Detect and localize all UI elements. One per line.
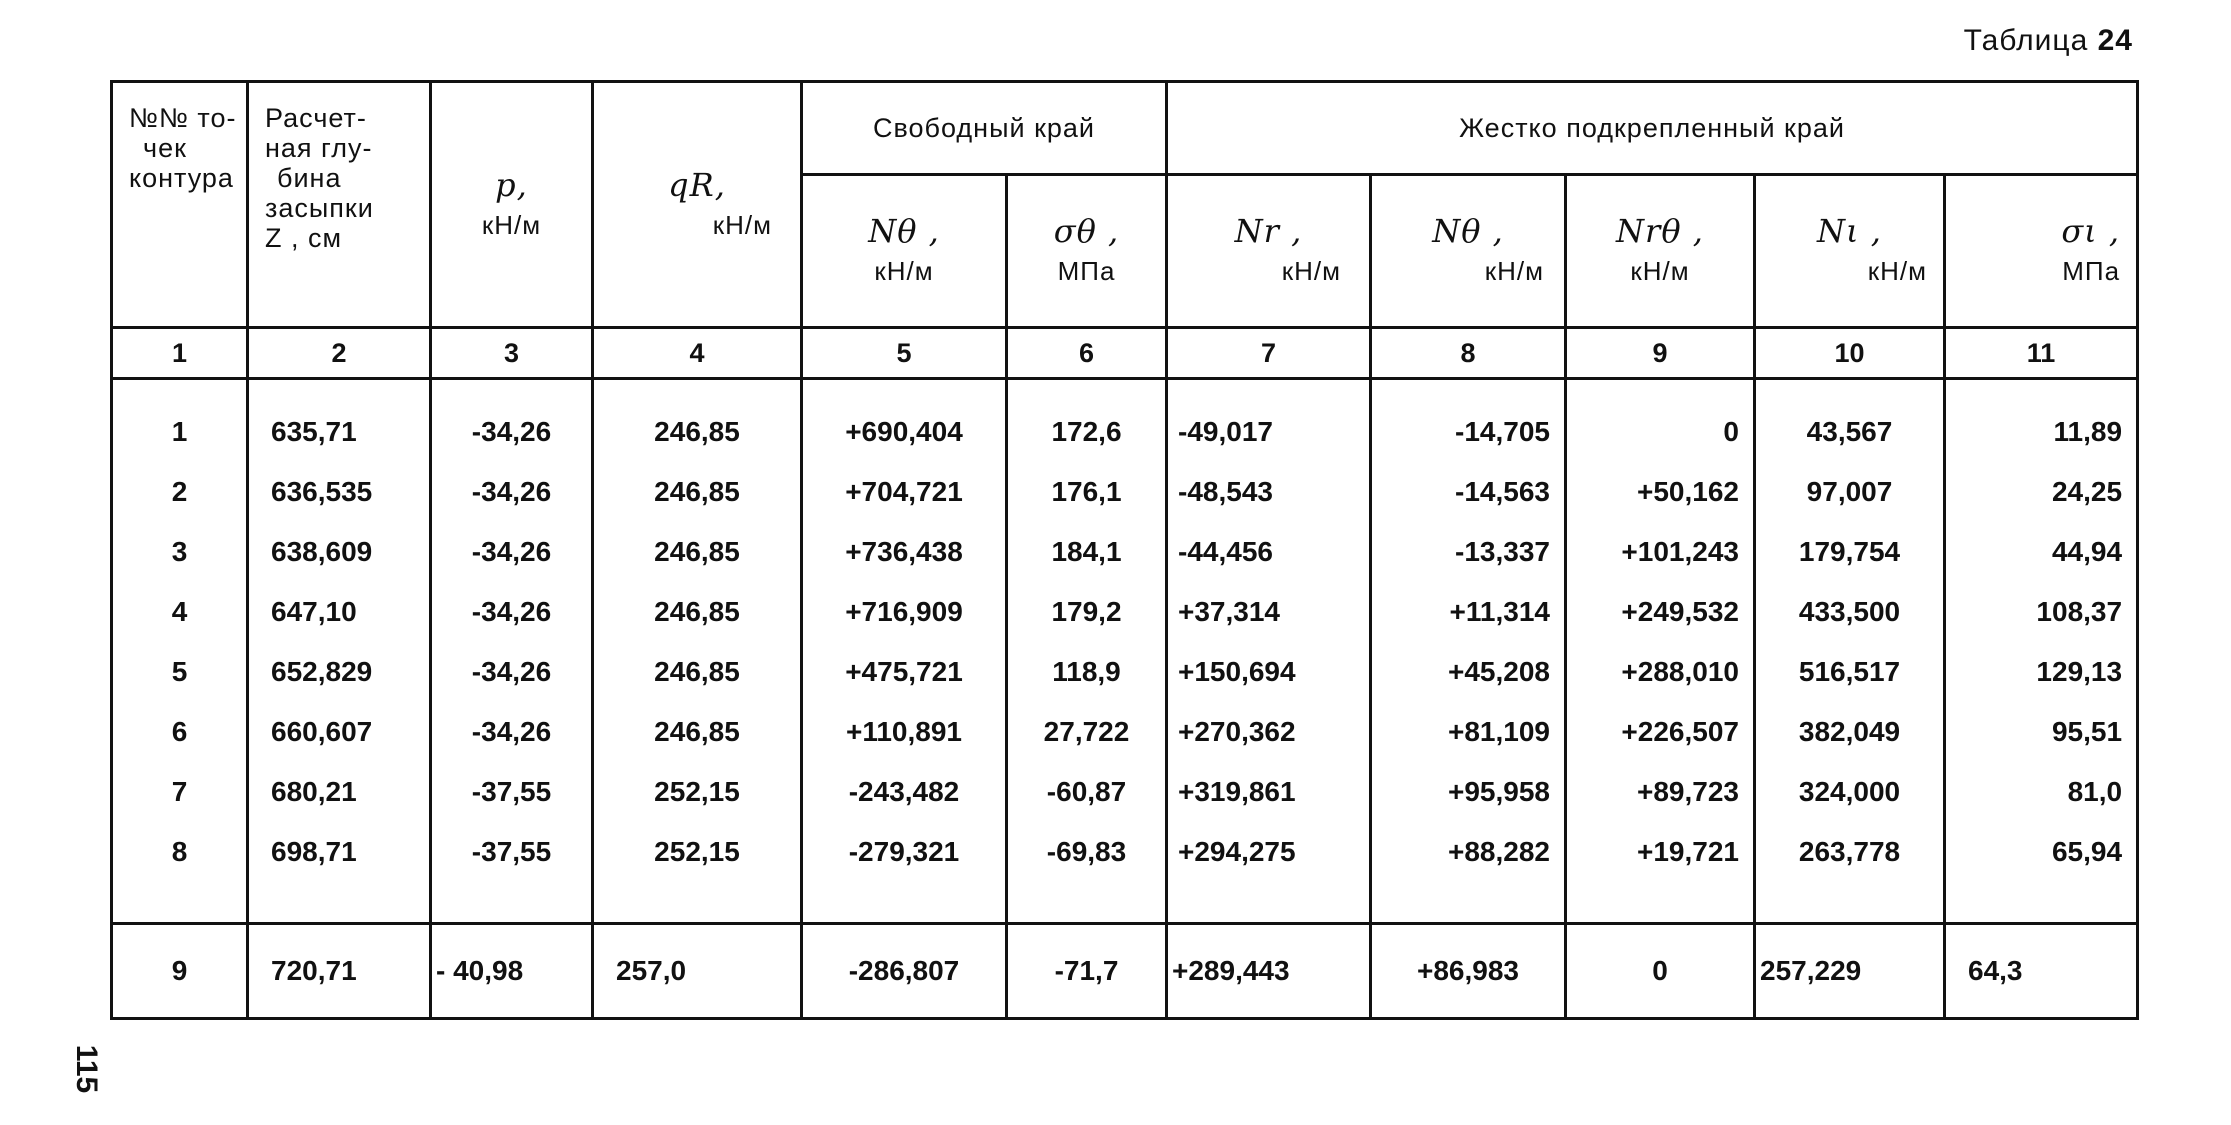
table-cell: 246,85 — [593, 379, 802, 463]
table-cell: -48,543 — [1167, 462, 1371, 522]
table-cell: 9 — [112, 924, 248, 1019]
column-number: 7 — [1167, 328, 1371, 379]
table-cell: +288,010 — [1566, 642, 1755, 702]
column-number: 1 — [112, 328, 248, 379]
header-sigma-theta: σθ , МПа — [1007, 175, 1167, 328]
table-cell: 382,049 — [1755, 702, 1945, 762]
table-cell: 246,85 — [593, 522, 802, 582]
table-cell: 635,71 — [248, 379, 431, 463]
table-row — [112, 924, 2138, 1019]
header-sigma-iota: σι , МПа — [1945, 175, 2138, 328]
table-cell: +475,721 — [802, 642, 1007, 702]
table-cell: +736,438 — [802, 522, 1007, 582]
table-cell: - 40,98 — [431, 924, 593, 1019]
table-cell: -14,705 — [1371, 379, 1566, 463]
header-qr: qR, кН/м — [593, 82, 802, 328]
table-cell: -49,017 — [1167, 379, 1371, 463]
table-cell: +88,282 — [1371, 822, 1566, 924]
table-cell: 81,0 — [1945, 762, 2138, 822]
table-cell: 8 — [112, 822, 248, 924]
table-cell: 433,500 — [1755, 582, 1945, 642]
table-cell: 257,0 — [593, 924, 802, 1019]
table-cell: 652,829 — [248, 642, 431, 702]
table-cell: 7 — [112, 762, 248, 822]
table-cell: 516,517 — [1755, 642, 1945, 702]
column-number: 5 — [802, 328, 1007, 379]
table-cell: +150,694 — [1167, 642, 1371, 702]
table-cell: 660,607 — [248, 702, 431, 762]
table-cell: -34,26 — [431, 462, 593, 522]
table-cell: 129,13 — [1945, 642, 2138, 702]
table-cell: 118,9 — [1007, 642, 1167, 702]
table-cell: +89,723 — [1566, 762, 1755, 822]
table-cell: 43,567 — [1755, 379, 1945, 463]
table-cell: 252,15 — [593, 762, 802, 822]
header-n-iota: Nι , кН/м — [1755, 175, 1945, 328]
table-cell: -37,55 — [431, 762, 593, 822]
table-cell: 324,000 — [1755, 762, 1945, 822]
table-cell: 5 — [112, 642, 248, 702]
table-cell: 108,37 — [1945, 582, 2138, 642]
table-cell: 246,85 — [593, 582, 802, 642]
table-cell: 720,71 — [248, 924, 431, 1019]
table-cell: 65,94 — [1945, 822, 2138, 924]
table-cell: -13,337 — [1371, 522, 1566, 582]
table-cell: 176,1 — [1007, 462, 1167, 522]
table-cell: 4 — [112, 582, 248, 642]
table-cell: -34,26 — [431, 702, 593, 762]
table-cell: -44,456 — [1167, 522, 1371, 582]
page-number: 115 — [70, 1044, 104, 1094]
table-cell: +110,891 — [802, 702, 1007, 762]
header-depth: Расчет- ная глу- бина засыпки Z , см — [248, 82, 431, 328]
table-cell: 95,51 — [1945, 702, 2138, 762]
header-n-theta-rigid: Nθ , кН/м — [1371, 175, 1566, 328]
table-cell: -34,26 — [431, 582, 593, 642]
table-cell: +289,443 — [1167, 924, 1371, 1019]
table-cell: +50,162 — [1566, 462, 1755, 522]
column-number: 2 — [248, 328, 431, 379]
table-row — [112, 379, 2138, 463]
table-cell: -279,321 — [802, 822, 1007, 924]
table-cell: -34,26 — [431, 379, 593, 463]
table-cell: 2 — [112, 462, 248, 522]
table-cell: -34,26 — [431, 522, 593, 582]
table-cell: +226,507 — [1566, 702, 1755, 762]
table-cell: +45,208 — [1371, 642, 1566, 702]
table-row — [112, 702, 2138, 762]
table-row — [112, 582, 2138, 642]
table-cell: -286,807 — [802, 924, 1007, 1019]
header-n-theta-free: Nθ , кН/м — [802, 175, 1007, 328]
table-final-section — [112, 924, 2138, 1019]
table-cell: +716,909 — [802, 582, 1007, 642]
table-cell: 0 — [1566, 379, 1755, 463]
data-table — [110, 80, 2139, 1020]
table-cell: 0 — [1566, 924, 1755, 1019]
table-cell: +86,983 — [1371, 924, 1566, 1019]
table-caption — [1964, 24, 2133, 58]
table-cell: 172,6 — [1007, 379, 1167, 463]
table-cell: 97,007 — [1755, 462, 1945, 522]
table-cell: 246,85 — [593, 642, 802, 702]
table-cell: 246,85 — [593, 462, 802, 522]
table-cell: 1 — [112, 379, 248, 463]
table-cell: 64,3 — [1945, 924, 2138, 1019]
table-row — [112, 642, 2138, 702]
column-number: 11 — [1945, 328, 2138, 379]
table-cell: 179,2 — [1007, 582, 1167, 642]
table-body — [112, 379, 2138, 924]
column-number: 9 — [1566, 328, 1755, 379]
header-group-rigid-edge: Жестко подкрепленный край — [1167, 82, 2138, 175]
table-cell: +81,109 — [1371, 702, 1566, 762]
table-cell: 252,15 — [593, 822, 802, 924]
table-cell: 11,89 — [1945, 379, 2138, 463]
table-cell: 179,754 — [1755, 522, 1945, 582]
table-row — [112, 462, 2138, 522]
table-cell: +270,362 — [1167, 702, 1371, 762]
table-cell: 257,229 — [1755, 924, 1945, 1019]
table-cell: +294,275 — [1167, 822, 1371, 924]
table-cell: 44,94 — [1945, 522, 2138, 582]
table-cell: 638,609 — [248, 522, 431, 582]
table-cell: -69,83 — [1007, 822, 1167, 924]
caption-number: 24 — [2097, 24, 2133, 57]
table-cell: +37,314 — [1167, 582, 1371, 642]
table-cell: 263,778 — [1755, 822, 1945, 924]
column-number: 3 — [431, 328, 593, 379]
table-cell: +319,861 — [1167, 762, 1371, 822]
column-number-row — [112, 328, 2138, 379]
table-cell: -14,563 — [1371, 462, 1566, 522]
caption-label: Таблица — [1963, 24, 2089, 57]
header-p: p, кН/м — [431, 82, 593, 328]
column-number: 10 — [1755, 328, 1945, 379]
header-group-free-edge: Свободный край — [802, 82, 1167, 175]
table-cell: -60,87 — [1007, 762, 1167, 822]
header-n-r-theta: Nrθ , кН/м — [1566, 175, 1755, 328]
table-cell: 184,1 — [1007, 522, 1167, 582]
table-row — [112, 522, 2138, 582]
table-cell: +11,314 — [1371, 582, 1566, 642]
table-cell: 3 — [112, 522, 248, 582]
table-cell: -34,26 — [431, 642, 593, 702]
table-cell: 680,21 — [248, 762, 431, 822]
column-number: 6 — [1007, 328, 1167, 379]
table-row — [112, 762, 2138, 822]
table-cell: 647,10 — [248, 582, 431, 642]
table-cell: +704,721 — [802, 462, 1007, 522]
table-cell: +249,532 — [1566, 582, 1755, 642]
table-cell: 636,535 — [248, 462, 431, 522]
table-cell: 6 — [112, 702, 248, 762]
table-cell: -243,482 — [802, 762, 1007, 822]
table-cell: +690,404 — [802, 379, 1007, 463]
table-cell: -71,7 — [1007, 924, 1167, 1019]
table-cell: +19,721 — [1566, 822, 1755, 924]
header-n-r: Nr , кН/м — [1167, 175, 1371, 328]
table-cell: 698,71 — [248, 822, 431, 924]
table-cell: +95,958 — [1371, 762, 1566, 822]
table-cell: -37,55 — [431, 822, 593, 924]
header-point-number: №№ то- чек контура — [112, 82, 248, 328]
column-number: 4 — [593, 328, 802, 379]
table-row — [112, 822, 2138, 924]
table-cell: 24,25 — [1945, 462, 2138, 522]
table-cell: 246,85 — [593, 702, 802, 762]
column-number: 8 — [1371, 328, 1566, 379]
table-cell: 27,722 — [1007, 702, 1167, 762]
table-cell: +101,243 — [1566, 522, 1755, 582]
